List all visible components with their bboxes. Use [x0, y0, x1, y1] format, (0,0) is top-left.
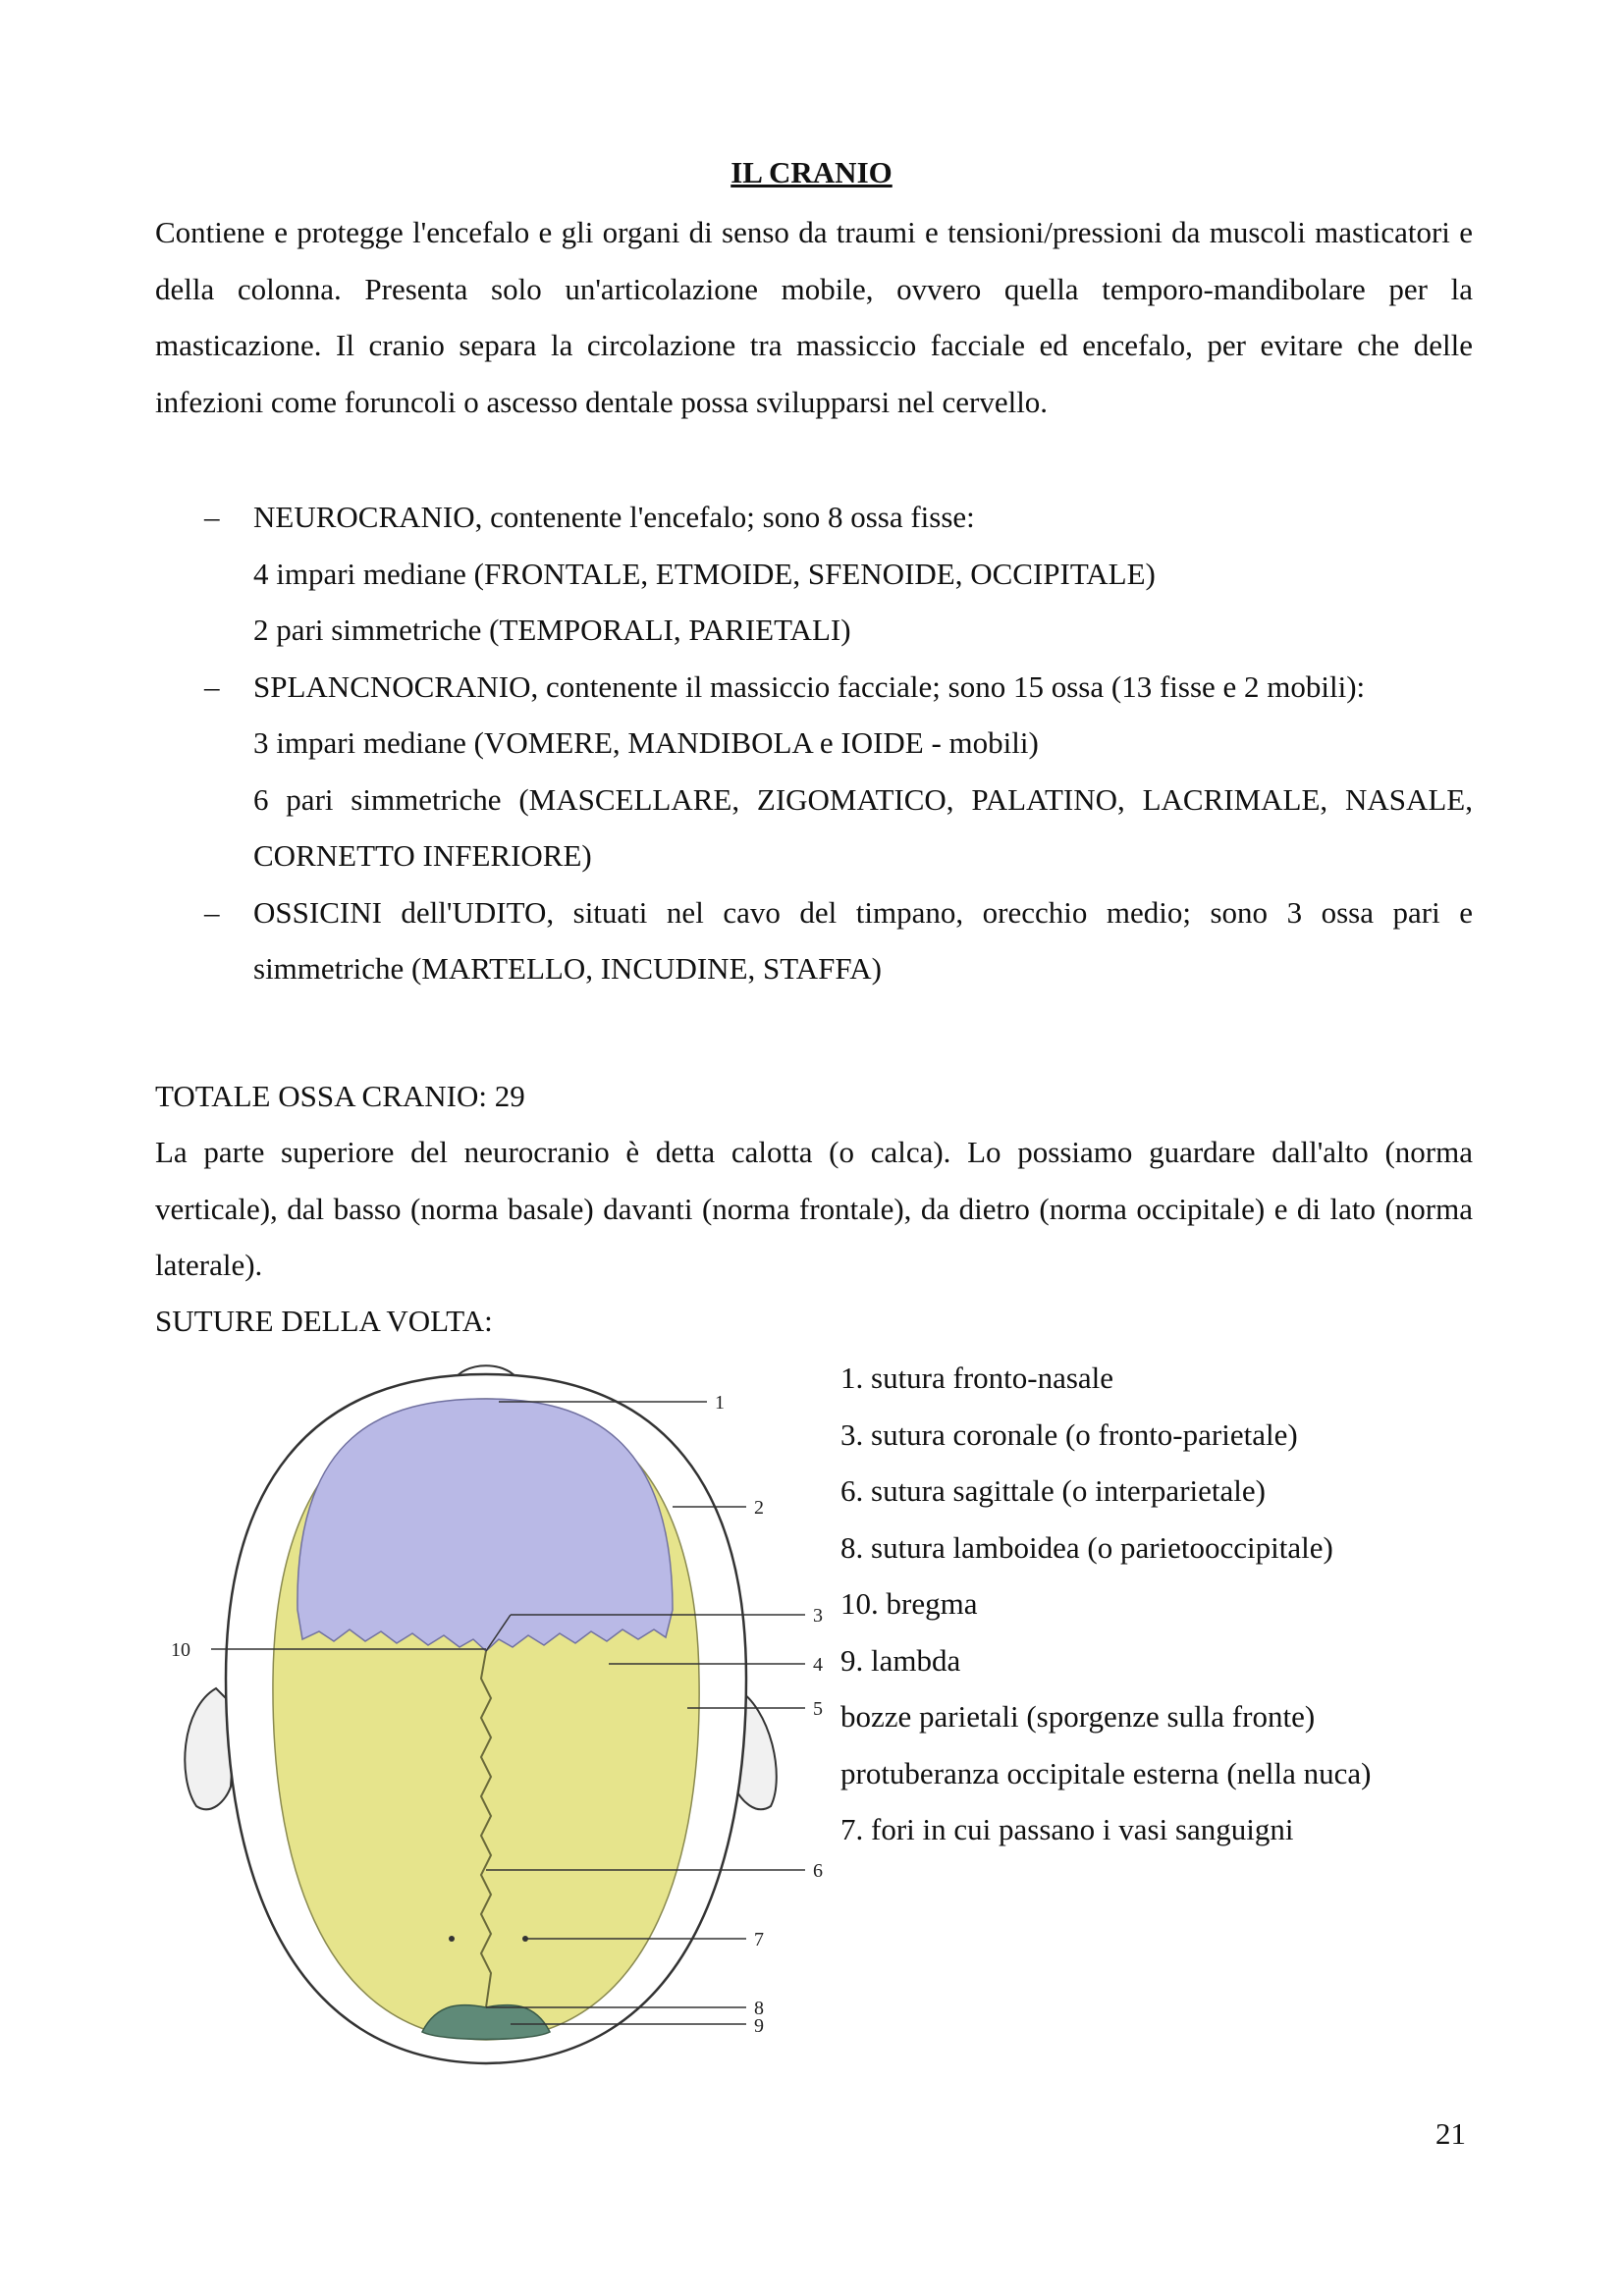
list-item-head: OSSICINI dell'UDITO, situati nel cavo del timpano, orecchio medio; sono 3 ossa pari e simmetriche (MARTELLO, INCUDINE, STAFFA) — [253, 894, 1473, 986]
figure-label-9: 9 — [754, 2015, 764, 2037]
list-item-sub: 2 pari simmetriche (TEMPORALI, PARIETALI) — [253, 613, 851, 647]
list-dash: – — [204, 894, 220, 930]
legend-item: 3. sutura coronale (o fronto-parietale) — [840, 1416, 1298, 1452]
suture-heading: SUTURE DELLA VOLTA: — [155, 1304, 493, 1338]
occipital-bone — [422, 2005, 550, 2040]
totale-ossa: TOTALE OSSA CRANIO: 29 — [155, 1079, 525, 1113]
page-number: 21 — [1435, 2116, 1466, 2151]
list-item-ossicini — [155, 884, 1473, 997]
list-item-head: NEUROCRANIO, contenente l'encefalo; sono 8 ossa fisse: — [253, 500, 975, 534]
foramen-dot — [449, 1936, 455, 1942]
figure-label-7: 7 — [754, 1929, 764, 1950]
figure-label-8: 8 — [754, 1998, 764, 2019]
figure-label-6: 6 — [813, 1860, 823, 1882]
figure-label-2: 2 — [754, 1497, 764, 1519]
figure-label-10: 10 — [171, 1639, 190, 1661]
list-dash: – — [204, 500, 220, 534]
figure-label-1: 1 — [715, 1392, 725, 1414]
figure-label-5: 5 — [813, 1698, 823, 1720]
skull-vertex-figure — [157, 1355, 844, 2091]
legend-item: 7. fori in cui passano i vasi sanguigni — [840, 1812, 1294, 1846]
list-dash: – — [204, 668, 220, 704]
legend-item: bozze parietali (sporgenze sulla fronte) — [840, 1699, 1316, 1734]
calotta-paragraph: La parte superiore del neurocranio è detta calotta (o calca). Lo possiamo guardare dall'alto (norma verticale), dal basso (norma basale) davanti (norma frontale), da dietro (norma occipitale) e di lato (norma laterale). — [155, 1135, 1473, 1282]
legend-item: 8. sutura lamboidea (o parietooccipitale) — [840, 1529, 1333, 1565]
figure-label-3: 3 — [813, 1605, 823, 1627]
list-item-splancnocranio — [155, 659, 1473, 884]
list-item-head: SPLANCNOCRANIO, contenente il massiccio facciale; sono 15 ossa (13 fisse e 2 mobili): — [253, 668, 1366, 704]
figure-label-4: 4 — [813, 1654, 823, 1676]
legend-item: 1. sutura fronto-nasale — [840, 1361, 1114, 1395]
list-item-sub: 4 impari mediane (FRONTALE, ETMOIDE, SFENOIDE, OCCIPITALE) — [253, 556, 1156, 591]
page-title: IL CRANIO — [730, 155, 893, 189]
list-item-neurocranio — [155, 489, 1473, 659]
legend-item: 9. lambda — [840, 1642, 961, 1678]
list-item-sub: 3 impari mediane (VOMERE, MANDIBOLA e IOIDE - mobili) — [253, 725, 1039, 760]
suture-legend — [840, 1350, 1371, 1858]
legend-item: 6. sutura sagittale (o interparietale) — [840, 1473, 1266, 1508]
bone-groups-list — [155, 489, 1473, 997]
intro-paragraph: Contiene e protegge l'encefalo e gli organi di senso da traumi e tensioni/pressioni da muscoli masticatori e della colonna. Presenta solo un'articolazione mobile, ovvero quella temporo-mandibolare per la masticazione. Il cranio separa la circolazione tra massiccio facciale ed encefalo, per evitare che delle infezioni come foruncoli o ascesso dentale possa svilupparsi nel cervello. — [155, 215, 1473, 419]
legend-item: 10. bregma — [840, 1586, 978, 1621]
list-item-sub: 6 pari simmetriche (MASCELLARE, ZIGOMATICO, PALATINO, LACRIMALE, NASALE, CORNETTO INFERIORE) — [253, 781, 1473, 873]
legend-item: protuberanza occipitale esterna (nella nuca) — [840, 1755, 1372, 1790]
